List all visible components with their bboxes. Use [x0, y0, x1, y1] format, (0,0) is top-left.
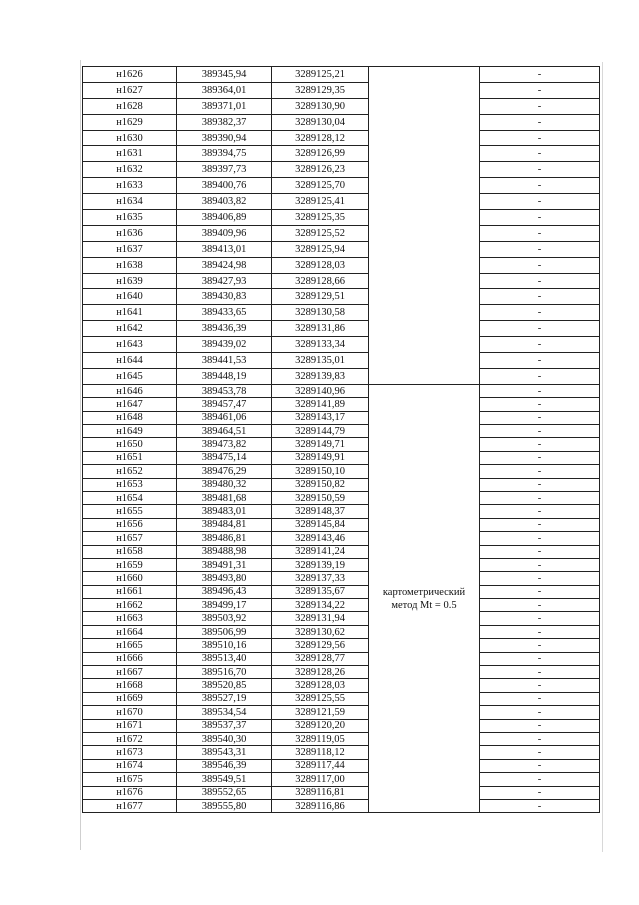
- table-row: [83, 732, 600, 745]
- y-coordinate-cell: 3289141,24: [272, 545, 369, 558]
- table-row: [83, 384, 600, 397]
- y-coordinate-cell: 3289128,12: [272, 130, 369, 146]
- point-name-cell: н1633: [83, 178, 177, 194]
- x-coordinate-cell: 389484,81: [177, 518, 272, 531]
- dash-cell: -: [480, 532, 600, 545]
- x-coordinate-cell: 389483,01: [177, 505, 272, 518]
- table-row: [83, 759, 600, 772]
- y-coordinate-cell: 3289119,05: [272, 732, 369, 745]
- y-coordinate-cell: 3289125,35: [272, 210, 369, 226]
- scan-edge-right: [602, 62, 603, 852]
- x-coordinate-cell: 389436,39: [177, 321, 272, 337]
- x-coordinate-cell: 389493,80: [177, 572, 272, 585]
- point-name-cell: н1630: [83, 130, 177, 146]
- point-name-cell: н1632: [83, 162, 177, 178]
- y-coordinate-cell: 3289117,44: [272, 759, 369, 772]
- table-row: [83, 178, 600, 194]
- x-coordinate-cell: 389503,92: [177, 612, 272, 625]
- table-row: [83, 451, 600, 464]
- y-coordinate-cell: 3289128,03: [272, 679, 369, 692]
- table-row: [83, 505, 600, 518]
- dash-cell: -: [480, 599, 600, 612]
- table-row: [83, 162, 600, 178]
- x-coordinate-cell: 389475,14: [177, 451, 272, 464]
- table-row: [83, 289, 600, 305]
- dash-cell: -: [480, 612, 600, 625]
- table-row: [83, 210, 600, 226]
- point-name-cell: н1642: [83, 321, 177, 337]
- y-coordinate-cell: 3289125,52: [272, 225, 369, 241]
- dash-cell: -: [480, 478, 600, 491]
- y-coordinate-cell: 3289149,71: [272, 438, 369, 451]
- table-row: [83, 257, 600, 273]
- table-row: [83, 130, 600, 146]
- y-coordinate-cell: 3289128,66: [272, 273, 369, 289]
- point-name-cell: н1667: [83, 666, 177, 679]
- table-row: [83, 572, 600, 585]
- dash-cell: -: [480, 652, 600, 665]
- y-coordinate-cell: 3289125,70: [272, 178, 369, 194]
- dash-cell: -: [480, 786, 600, 799]
- dash-cell: -: [480, 162, 600, 178]
- x-coordinate-cell: 389552,65: [177, 786, 272, 799]
- x-coordinate-cell: 389537,37: [177, 719, 272, 732]
- y-coordinate-cell: 3289130,90: [272, 98, 369, 114]
- point-name-cell: н1650: [83, 438, 177, 451]
- coordinates-table: [82, 66, 600, 813]
- y-coordinate-cell: 3289144,79: [272, 424, 369, 437]
- dash-cell: -: [480, 706, 600, 719]
- table-row: [83, 98, 600, 114]
- x-coordinate-cell: 389510,16: [177, 639, 272, 652]
- y-coordinate-cell: 3289139,19: [272, 558, 369, 571]
- dash-cell: -: [480, 130, 600, 146]
- table-row: [83, 411, 600, 424]
- dash-cell: -: [480, 438, 600, 451]
- dash-cell: -: [480, 411, 600, 424]
- method-line-1: картометрический: [382, 586, 466, 598]
- point-name-cell: н1658: [83, 545, 177, 558]
- dash-cell: -: [480, 451, 600, 464]
- x-coordinate-cell: 389476,29: [177, 465, 272, 478]
- dash-cell: -: [480, 465, 600, 478]
- y-coordinate-cell: 3289131,86: [272, 321, 369, 337]
- dash-cell: -: [480, 289, 600, 305]
- x-coordinate-cell: 389464,51: [177, 424, 272, 437]
- point-name-cell: н1627: [83, 82, 177, 98]
- y-coordinate-cell: 3289120,20: [272, 719, 369, 732]
- table-row: [83, 424, 600, 437]
- dash-cell: -: [480, 368, 600, 384]
- dash-cell: -: [480, 491, 600, 504]
- point-name-cell: н1646: [83, 384, 177, 397]
- y-coordinate-cell: 3289125,94: [272, 241, 369, 257]
- x-coordinate-cell: 389473,82: [177, 438, 272, 451]
- table-row: [83, 786, 600, 799]
- point-name-cell: н1656: [83, 518, 177, 531]
- point-name-cell: н1629: [83, 114, 177, 130]
- dash-cell: -: [480, 82, 600, 98]
- table-row: [83, 321, 600, 337]
- table-row: [83, 773, 600, 786]
- x-coordinate-cell: 389506,99: [177, 625, 272, 638]
- dash-cell: -: [480, 98, 600, 114]
- point-name-cell: н1648: [83, 411, 177, 424]
- y-coordinate-cell: 3289125,21: [272, 67, 369, 83]
- dash-cell: -: [480, 719, 600, 732]
- point-name-cell: н1651: [83, 451, 177, 464]
- table-row: [83, 398, 600, 411]
- y-coordinate-cell: 3289130,58: [272, 305, 369, 321]
- dash-cell: -: [480, 257, 600, 273]
- table-row: [83, 146, 600, 162]
- table-row: [83, 692, 600, 705]
- point-name-cell: н1672: [83, 732, 177, 745]
- dash-cell: -: [480, 545, 600, 558]
- y-coordinate-cell: 3289145,84: [272, 518, 369, 531]
- x-coordinate-cell: 389461,06: [177, 411, 272, 424]
- point-name-cell: н1631: [83, 146, 177, 162]
- dash-cell: -: [480, 625, 600, 638]
- x-coordinate-cell: 389406,89: [177, 210, 272, 226]
- table-row: [83, 491, 600, 504]
- x-coordinate-cell: 389424,98: [177, 257, 272, 273]
- point-name-cell: н1665: [83, 639, 177, 652]
- point-name-cell: н1626: [83, 67, 177, 83]
- point-name-cell: н1677: [83, 799, 177, 812]
- x-coordinate-cell: 389516,70: [177, 666, 272, 679]
- y-coordinate-cell: 3289129,51: [272, 289, 369, 305]
- x-coordinate-cell: 389439,02: [177, 337, 272, 353]
- y-coordinate-cell: 3289137,33: [272, 572, 369, 585]
- table-row: [83, 337, 600, 353]
- y-coordinate-cell: 3289135,67: [272, 585, 369, 598]
- table-row: [83, 225, 600, 241]
- table-row: [83, 194, 600, 210]
- point-name-cell: н1649: [83, 424, 177, 437]
- point-name-cell: н1676: [83, 786, 177, 799]
- y-coordinate-cell: 3289128,03: [272, 257, 369, 273]
- table-row: [83, 558, 600, 571]
- point-name-cell: н1657: [83, 532, 177, 545]
- table-row: [83, 368, 600, 384]
- dash-cell: -: [480, 558, 600, 571]
- table-row: [83, 545, 600, 558]
- dash-cell: -: [480, 799, 600, 812]
- point-name-cell: н1655: [83, 505, 177, 518]
- table-row: [83, 666, 600, 679]
- x-coordinate-cell: 389382,37: [177, 114, 272, 130]
- dash-cell: -: [480, 518, 600, 531]
- x-coordinate-cell: 389448,19: [177, 368, 272, 384]
- point-name-cell: н1638: [83, 257, 177, 273]
- x-coordinate-cell: 389403,82: [177, 194, 272, 210]
- table-row: [83, 114, 600, 130]
- x-coordinate-cell: 389427,93: [177, 273, 272, 289]
- dash-cell: -: [480, 585, 600, 598]
- x-coordinate-cell: 389409,96: [177, 225, 272, 241]
- y-coordinate-cell: 3289125,41: [272, 194, 369, 210]
- dash-cell: -: [480, 241, 600, 257]
- x-coordinate-cell: 389397,73: [177, 162, 272, 178]
- table-row: [83, 599, 600, 612]
- point-name-cell: н1647: [83, 398, 177, 411]
- dash-cell: -: [480, 337, 600, 353]
- x-coordinate-cell: 389453,78: [177, 384, 272, 397]
- x-coordinate-cell: 389534,54: [177, 706, 272, 719]
- dash-cell: -: [480, 353, 600, 369]
- y-coordinate-cell: 3289126,99: [272, 146, 369, 162]
- dash-cell: -: [480, 178, 600, 194]
- y-coordinate-cell: 3289143,46: [272, 532, 369, 545]
- y-coordinate-cell: 3289143,17: [272, 411, 369, 424]
- y-coordinate-cell: 3289130,04: [272, 114, 369, 130]
- y-coordinate-cell: 3289128,77: [272, 652, 369, 665]
- x-coordinate-cell: 389540,30: [177, 732, 272, 745]
- x-coordinate-cell: 389543,31: [177, 746, 272, 759]
- x-coordinate-cell: 389413,01: [177, 241, 272, 257]
- point-name-cell: н1645: [83, 368, 177, 384]
- table-row: [83, 612, 600, 625]
- x-coordinate-cell: 389364,01: [177, 82, 272, 98]
- point-name-cell: н1662: [83, 599, 177, 612]
- table-row: [83, 532, 600, 545]
- y-coordinate-cell: 3289129,35: [272, 82, 369, 98]
- x-coordinate-cell: 389457,47: [177, 398, 272, 411]
- dash-cell: -: [480, 759, 600, 772]
- table-row: [83, 719, 600, 732]
- table-row: [83, 652, 600, 665]
- dash-cell: -: [480, 746, 600, 759]
- y-coordinate-cell: 3289118,12: [272, 746, 369, 759]
- dash-cell: -: [480, 67, 600, 83]
- table-row: [83, 706, 600, 719]
- x-coordinate-cell: 389488,98: [177, 545, 272, 558]
- point-name-cell: н1664: [83, 625, 177, 638]
- x-coordinate-cell: 389390,94: [177, 130, 272, 146]
- method-cell: [369, 384, 480, 813]
- table-row: [83, 679, 600, 692]
- x-coordinate-cell: 389486,81: [177, 532, 272, 545]
- point-name-cell: н1637: [83, 241, 177, 257]
- x-coordinate-cell: 389441,53: [177, 353, 272, 369]
- y-coordinate-cell: 3289128,26: [272, 666, 369, 679]
- dash-cell: -: [480, 666, 600, 679]
- x-coordinate-cell: 389400,76: [177, 178, 272, 194]
- y-coordinate-cell: 3289130,62: [272, 625, 369, 638]
- dash-cell: -: [480, 424, 600, 437]
- x-coordinate-cell: 389549,51: [177, 773, 272, 786]
- dash-cell: -: [480, 384, 600, 397]
- point-name-cell: н1673: [83, 746, 177, 759]
- dash-cell: -: [480, 732, 600, 745]
- point-name-cell: н1644: [83, 353, 177, 369]
- point-name-cell: н1675: [83, 773, 177, 786]
- x-coordinate-cell: 389555,80: [177, 799, 272, 812]
- y-coordinate-cell: 3289129,56: [272, 639, 369, 652]
- point-name-cell: н1659: [83, 558, 177, 571]
- point-name-cell: н1639: [83, 273, 177, 289]
- point-name-cell: н1669: [83, 692, 177, 705]
- x-coordinate-cell: 389481,68: [177, 491, 272, 504]
- y-coordinate-cell: 3289135,01: [272, 353, 369, 369]
- x-coordinate-cell: 389491,31: [177, 558, 272, 571]
- table-row: [83, 305, 600, 321]
- point-name-cell: н1663: [83, 612, 177, 625]
- table-row: [83, 478, 600, 491]
- y-coordinate-cell: 3289150,10: [272, 465, 369, 478]
- point-name-cell: н1670: [83, 706, 177, 719]
- table-row: [83, 625, 600, 638]
- coordinates-table-body: [83, 67, 600, 813]
- y-coordinate-cell: 3289150,82: [272, 478, 369, 491]
- point-name-cell: н1641: [83, 305, 177, 321]
- y-coordinate-cell: 3289116,86: [272, 799, 369, 812]
- x-coordinate-cell: 389394,75: [177, 146, 272, 162]
- point-name-cell: н1653: [83, 478, 177, 491]
- dash-cell: -: [480, 505, 600, 518]
- x-coordinate-cell: 389496,43: [177, 585, 272, 598]
- dash-cell: -: [480, 398, 600, 411]
- table-row: [83, 465, 600, 478]
- x-coordinate-cell: 389345,94: [177, 67, 272, 83]
- table-row: [83, 518, 600, 531]
- x-coordinate-cell: 389546,39: [177, 759, 272, 772]
- y-coordinate-cell: 3289140,96: [272, 384, 369, 397]
- y-coordinate-cell: 3289148,37: [272, 505, 369, 518]
- dash-cell: -: [480, 114, 600, 130]
- x-coordinate-cell: 389371,01: [177, 98, 272, 114]
- point-name-cell: н1636: [83, 225, 177, 241]
- x-coordinate-cell: 389499,17: [177, 599, 272, 612]
- y-coordinate-cell: 3289125,55: [272, 692, 369, 705]
- scan-edge-left: [80, 60, 81, 850]
- method-cell-empty: [369, 67, 480, 385]
- dash-cell: -: [480, 273, 600, 289]
- dash-cell: -: [480, 305, 600, 321]
- y-coordinate-cell: 3289117,00: [272, 773, 369, 786]
- table-row: [83, 639, 600, 652]
- x-coordinate-cell: 389433,65: [177, 305, 272, 321]
- table-row: [83, 438, 600, 451]
- y-coordinate-cell: 3289134,22: [272, 599, 369, 612]
- dash-cell: -: [480, 210, 600, 226]
- point-name-cell: н1654: [83, 491, 177, 504]
- y-coordinate-cell: 3289131,94: [272, 612, 369, 625]
- point-name-cell: н1634: [83, 194, 177, 210]
- point-name-cell: н1666: [83, 652, 177, 665]
- table-row: [83, 746, 600, 759]
- point-name-cell: н1661: [83, 585, 177, 598]
- x-coordinate-cell: 389520,85: [177, 679, 272, 692]
- table-row: [83, 241, 600, 257]
- table-row: [83, 585, 600, 598]
- point-name-cell: н1674: [83, 759, 177, 772]
- table-row: [83, 273, 600, 289]
- dash-cell: -: [480, 321, 600, 337]
- x-coordinate-cell: 389430,83: [177, 289, 272, 305]
- y-coordinate-cell: 3289149,91: [272, 451, 369, 464]
- table-row: [83, 67, 600, 83]
- table-row: [83, 353, 600, 369]
- y-coordinate-cell: 3289133,34: [272, 337, 369, 353]
- y-coordinate-cell: 3289141,89: [272, 398, 369, 411]
- y-coordinate-cell: 3289139,83: [272, 368, 369, 384]
- method-line-2: метод Mt = 0.5: [391, 599, 457, 611]
- table-row: [83, 799, 600, 812]
- y-coordinate-cell: 3289116,81: [272, 786, 369, 799]
- point-name-cell: н1640: [83, 289, 177, 305]
- dash-cell: -: [480, 692, 600, 705]
- x-coordinate-cell: 389527,19: [177, 692, 272, 705]
- dash-cell: -: [480, 773, 600, 786]
- y-coordinate-cell: 3289121,59: [272, 706, 369, 719]
- dash-cell: -: [480, 225, 600, 241]
- point-name-cell: н1643: [83, 337, 177, 353]
- dash-cell: -: [480, 679, 600, 692]
- table-row: [83, 82, 600, 98]
- point-name-cell: н1635: [83, 210, 177, 226]
- point-name-cell: н1628: [83, 98, 177, 114]
- point-name-cell: н1652: [83, 465, 177, 478]
- x-coordinate-cell: 389513,40: [177, 652, 272, 665]
- dash-cell: -: [480, 572, 600, 585]
- y-coordinate-cell: 3289150,59: [272, 491, 369, 504]
- point-name-cell: н1671: [83, 719, 177, 732]
- x-coordinate-cell: 389480,32: [177, 478, 272, 491]
- point-name-cell: н1660: [83, 572, 177, 585]
- dash-cell: -: [480, 146, 600, 162]
- point-name-cell: н1668: [83, 679, 177, 692]
- dash-cell: -: [480, 639, 600, 652]
- y-coordinate-cell: 3289126,23: [272, 162, 369, 178]
- dash-cell: -: [480, 194, 600, 210]
